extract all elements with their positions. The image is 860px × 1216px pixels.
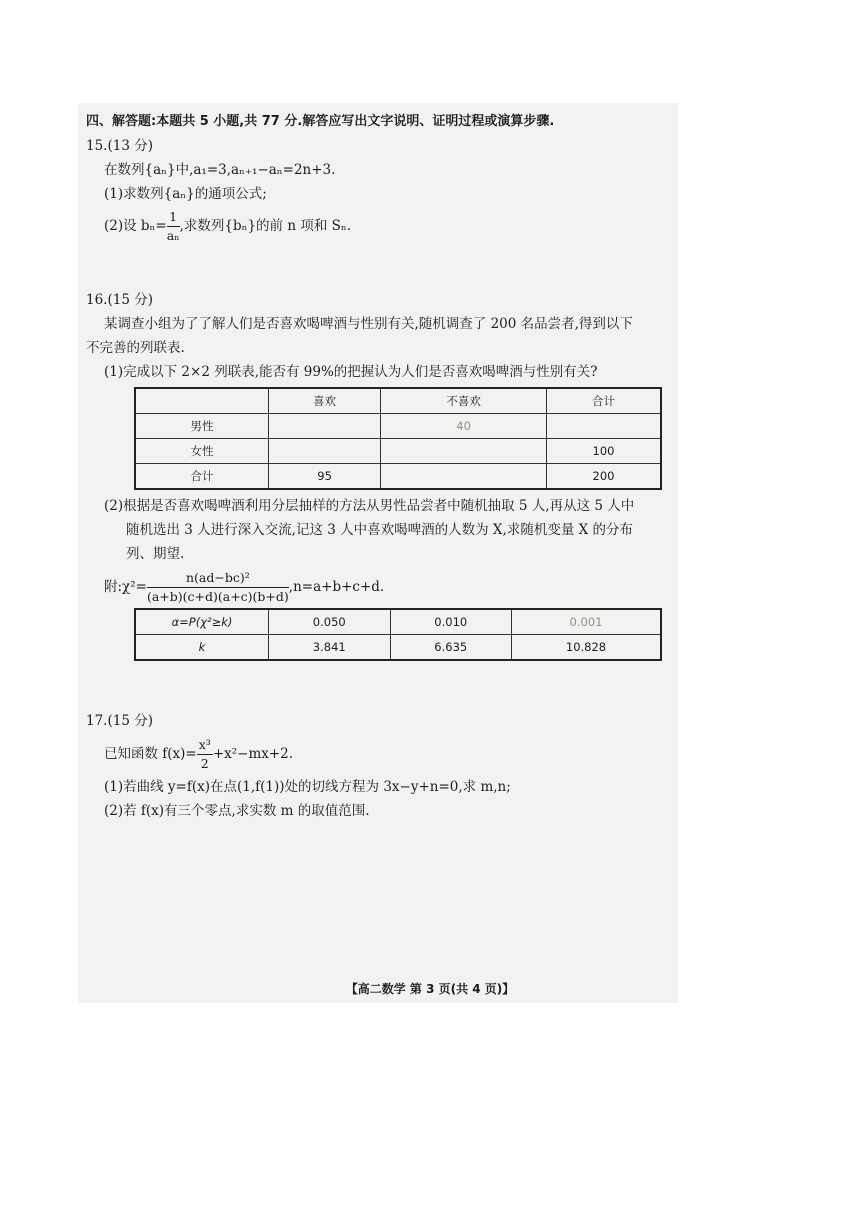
table-cell [547,414,661,439]
table-cell [269,414,381,439]
q15-stem: 在数列{aₙ}中,a₁=3,aₙ₊₁−aₙ=2n+3. [104,162,336,178]
q15-fraction-den: aₙ [166,228,180,243]
table-cell: 女性 [135,439,269,464]
table-cell: 合计 [135,464,269,490]
table-cell: 0.001 [512,609,662,635]
table-cell: 3.841 [269,635,391,661]
question-16 [86,288,674,661]
q15-fraction [167,208,180,245]
exam-page [86,110,674,823]
table-cell [381,439,547,464]
question-17 [86,709,674,823]
q17-part1: (1)若曲线 y=f(x)在点(1,f(1))处的切线方程为 3x−y+n=0,求 m,n; [104,779,511,795]
table-header-row [135,388,661,414]
q16-stem-line2: 不完善的列联表. [86,340,185,356]
q16-stem-line1: 某调查小组为了了解人们是否喜欢喝啤酒与性别有关,随机调查了 200 名品尝者,得到以下 [104,316,633,332]
table-cell: 100 [547,439,661,464]
q16-appendix [86,566,674,608]
q17-fraction [197,736,213,773]
q15-part2-suffix: ,求数列{bₙ}的前 n 项和 Sₙ. [179,218,351,234]
table-cell: α=P(χ²≥k) [135,609,269,635]
table-cell: 95 [269,464,381,490]
table-row [135,464,661,490]
page-footer: 【高二数学 第 3 页(共 4 页)】 [345,982,515,996]
contingency-table [134,387,662,490]
table-cell: 0.050 [269,609,391,635]
table-cell [269,439,381,464]
table-cell: 200 [547,464,661,490]
q15-part1: (1)求数列{aₙ}的通项公式; [104,186,267,202]
table-header-cell: 不喜欢 [381,388,547,414]
critical-value-table [134,608,662,661]
q17-stem-suffix: +x²−mx+2. [212,746,294,762]
question-15 [86,134,674,246]
chi-square-fraction [147,569,289,606]
q16-part2-line3: 列、期望. [126,546,185,562]
table-cell: 40 [381,414,547,439]
q17-header: 17.(15 分) [86,713,153,729]
q15-part2-prefix: (2)设 bₙ= [104,218,167,234]
section-title: 四、解答题:本题共 5 小题,共 77 分.解答应写出文字说明、证明过程或演算步骤. [86,114,555,129]
table-row [135,635,661,661]
table-header-cell: 合计 [547,388,661,414]
q16-header: 16.(15 分) [86,292,153,308]
table-row [135,414,661,439]
q16-part2-line2: 随机选出 3 人进行深入交流,记这 3 人中喜欢喝啤酒的人数为 X,求随机变量 X 的分布 [126,522,634,538]
q15-header: 15.(13 分) [86,138,153,154]
table-cell: 0.010 [390,609,512,635]
table-cell: 10.828 [512,635,662,661]
q15-part2 [86,206,674,246]
q16-part1: (1)完成以下 2×2 列联表,能否有 99%的把握认为人们是否喜欢喝啤酒与性别有关? [104,364,598,380]
table-header-cell: 喜欢 [269,388,381,414]
appendix-prefix: 附:χ²= [104,579,147,595]
table-row [135,439,661,464]
chi-square-numerator: n(ad−bc)² [147,569,289,588]
table-cell: k [135,635,269,661]
q17-part2: (2)若 f(x)有三个零点,求实数 m 的取值范围. [104,803,370,819]
q17-stem-prefix: 已知函数 f(x)= [104,746,197,762]
q17-fraction-num: x³ [197,736,213,755]
q16-part2-line1: (2)根据是否喜欢喝啤酒利用分层抽样的方法从男性品尝者中随机抽取 5 人,再从这 5 人中 [104,498,635,514]
q17-stem [86,733,674,775]
appendix-suffix: ,n=a+b+c+d. [288,579,385,595]
chi-square-denominator: (a+b)(c+d)(a+c)(b+d) [146,589,289,604]
table-header-cell [135,388,269,414]
q17-fraction-den: 2 [200,756,209,771]
table-row [135,609,661,635]
table-cell [381,464,547,490]
q15-fraction-num: 1 [167,208,180,227]
table-cell: 男性 [135,414,269,439]
table-cell: 6.635 [390,635,512,661]
